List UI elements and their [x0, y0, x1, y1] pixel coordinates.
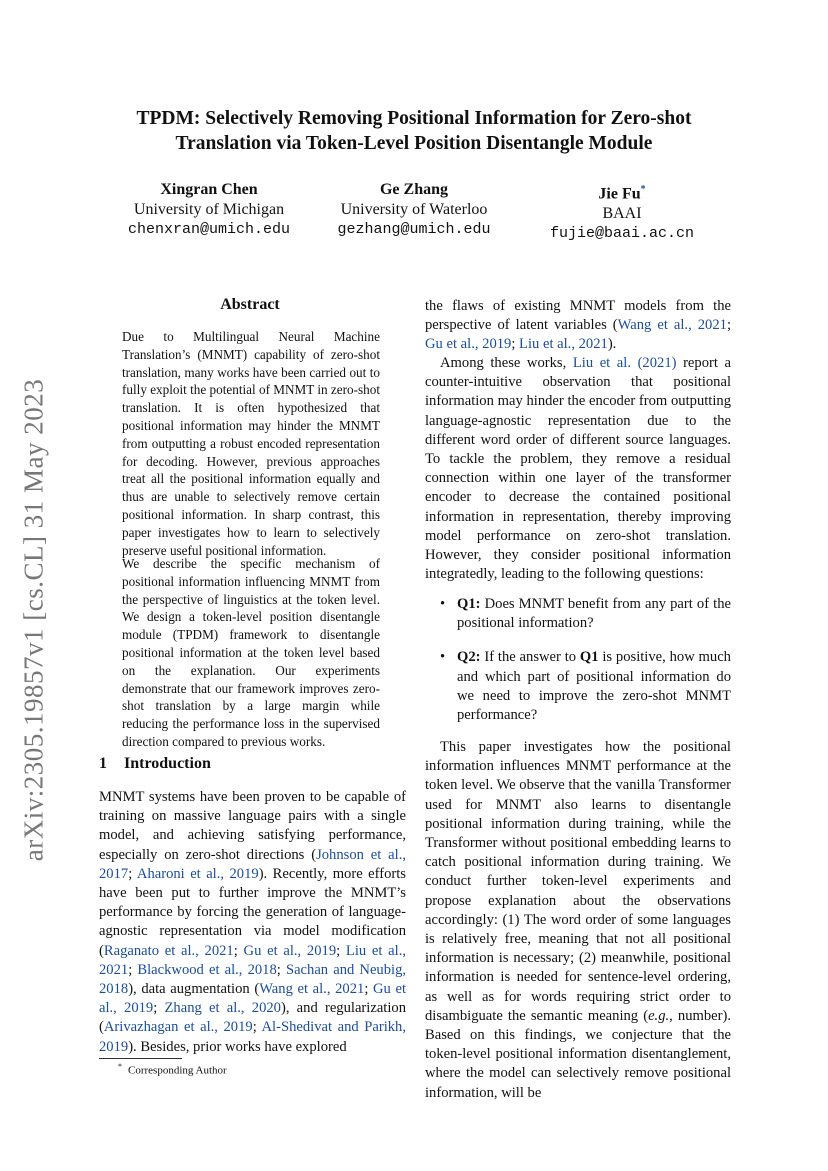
- body-text: , number). Based on this findings, we conjecture that the token-level positional information disentanglement, where the model can selectively remove positional information, will be: [425, 1007, 732, 1101]
- abstract-text: We describe the specific mechanism of positional information influencing MNMT from the perspective of linguistics at the token level. We design a token-level position disentangle module (TPDM) framework to disentangle positional information at the token level based on the explanation. Our experiments demonstrate that our framework improves zero-shot translation by a large margin while reducing the performance loss in the supervised direction compared to previous works.: [122, 556, 380, 749]
- body-text: ;: [511, 336, 520, 353]
- title-line-1: TPDM: Selectively Removing Positional Information for Zero-shot: [136, 108, 692, 129]
- citation-link[interactable]: Raganato et al., 2021: [103, 942, 234, 959]
- body-text: ;: [726, 317, 731, 334]
- question-reference: Q1: [579, 649, 599, 666]
- body-text: ). Recently, more efforts have been put to further improve the MNMT’s performance by forcing the generation of language-agnostic representation via model modification (: [99, 865, 406, 959]
- arxiv-identifier: arXiv:2305.19857v1 [cs.CL] 31 May 2023: [18, 378, 49, 862]
- question-text: If the answer to: [480, 649, 580, 666]
- citation-link[interactable]: Wang et al., 2021: [617, 317, 727, 334]
- title-line-2: Translation via Token-Level Position Disentangle Module: [175, 133, 653, 154]
- question-text: is positive, how much and which part of positional information do we need to improve the zero-shot MNMT performance?: [457, 649, 731, 724]
- author-block-2: [322, 180, 506, 240]
- citation-link[interactable]: Gu et al., 2019: [99, 981, 406, 1017]
- body-text: ).: [607, 336, 617, 353]
- body-text: ;: [276, 961, 286, 978]
- body-text: MNMT systems have been proven to be capable of training on massive language pairs with a single model, and achieving satisfying performance, especially on zero-shot directions (: [99, 789, 406, 863]
- abstract-text: Due to Multilingual Neural Machine Translation’s (MNMT) capability of zero-shot translation, many works have been carried out to fully exploit the potential of MNMT in zero-shot translation. It is often hypothesized that positional information may hinder the MNMT from outputting a robust encoded representation for decoding. However, previous approaches treat all the positional information equally and thus are unable to selectively remove certain positional information. In sharp contrast, this paper investigates how to learn to selectively preserve useful positional information.: [122, 329, 380, 558]
- citation-link[interactable]: Gu et al., 2019: [243, 942, 337, 959]
- footnote: [118, 1062, 227, 1077]
- citation-link[interactable]: Sachan and Neubig, 2018: [99, 961, 407, 998]
- body-text: ), and regularization (: [99, 1000, 407, 1036]
- citation-link[interactable]: Gu et al., 2019: [425, 336, 512, 353]
- author-email[interactable]: gezhang@umich.edu: [337, 221, 491, 238]
- footnote-divider: [99, 1058, 182, 1059]
- body-text: ;: [128, 961, 138, 978]
- citation-link[interactable]: Liu et al., 2021: [99, 942, 407, 978]
- section-number: 1: [99, 755, 107, 772]
- section-title: Introduction: [124, 755, 211, 772]
- right-paragraph-2: [425, 354, 731, 584]
- question-list: [425, 595, 731, 725]
- question-label: Q2:: [457, 649, 481, 666]
- author-affiliation: University of Waterloo: [340, 201, 488, 218]
- author-name: Jie Fu: [598, 185, 641, 203]
- question-label: Q1:: [457, 596, 481, 612]
- author-name: Xingran Chen: [160, 181, 258, 198]
- body-text: ;: [336, 942, 346, 959]
- citation-link[interactable]: Liu et al. (2021): [572, 355, 677, 371]
- body-text: ;: [233, 942, 244, 959]
- footnote-mark: *: [118, 1062, 122, 1071]
- author-name: Ge Zhang: [379, 181, 448, 198]
- author-email[interactable]: chenxran@umich.edu: [127, 221, 291, 238]
- right-paragraph-3: [425, 738, 731, 1103]
- question-text: Does MNMT benefit from any part of the positional information?: [457, 596, 731, 632]
- body-text: report a counter-intuitive observation that positional information may hinder the encoder from outputting language-agnostic representation due to the different word order of different source languages. To tackle the problem, they remove a residual connection within one layer of the transformer encoder to decrease the contained positional information in representation, thereby improving model performance on zero-shot translation. However, they consider positional information integratedly, leading to the following questions:: [425, 355, 731, 583]
- citation-link[interactable]: Al-Shedivat and Parikh, 2019: [99, 1019, 406, 1055]
- bullet-dot: •: [440, 596, 446, 612]
- body-text: This paper investigates how the positional information influences MNMT performance at the token level. We observe that the vanilla Transformer used for MNMT also learns to disentangle positional information during training, while the Transformer without positional embedding learns to catch positional information during training. We conduct further token-level experiments and propose explanation about the observations accordingly: (1) The word order of some languages is relatively free, meaning that not all positional information is necessary; (2) meanwhile, positional information is needed for sentence-level ordering, as well as for words requiring strict order to disambiguate the semantic meaning (: [425, 739, 731, 1024]
- abstract-heading: Abstract: [220, 296, 280, 313]
- citation-link[interactable]: Liu et al., 2021: [519, 336, 608, 353]
- arxiv-sidebar: [14, 360, 54, 880]
- abstract-paragraph-2: [122, 555, 380, 751]
- body-text: ). Besides, prior works have explored: [128, 1038, 347, 1055]
- author-name-line: [532, 180, 712, 204]
- footnote-text: Corresponding Author: [128, 1064, 227, 1077]
- body-text: Among these works,: [440, 355, 573, 371]
- right-paragraph-1: [425, 297, 731, 355]
- author-block-3: [532, 180, 712, 244]
- body-text: ;: [364, 981, 373, 998]
- author-affiliation: BAAI: [602, 205, 642, 223]
- list-item: [425, 648, 731, 725]
- citation-link[interactable]: Blackwood et al., 2018: [137, 961, 277, 978]
- section-heading: [99, 755, 211, 773]
- abstract-paragraph-1: [122, 328, 380, 559]
- paper-title: [100, 106, 728, 156]
- citation-link[interactable]: Zhang et al., 2020: [164, 1000, 281, 1017]
- citation-link[interactable]: Aharoni et al., 2019: [136, 865, 259, 882]
- body-text: ;: [153, 1000, 165, 1017]
- list-item: [425, 595, 731, 633]
- citation-link[interactable]: Wang et al., 2021: [259, 981, 365, 998]
- body-text: ;: [252, 1019, 262, 1036]
- body-text: ;: [128, 865, 137, 882]
- citation-link[interactable]: Arivazhagan et al., 2019: [103, 1019, 253, 1036]
- body-text: ), data augmentation (: [128, 981, 260, 998]
- introduction-paragraph: [99, 788, 406, 1057]
- author-block-1: [120, 180, 298, 240]
- citation-link[interactable]: Johnson et al., 2017: [99, 846, 406, 882]
- body-text: the flaws of existing MNMT models from the perspective of latent variables (: [425, 298, 731, 334]
- author-email[interactable]: fujie@baai.ac.cn: [549, 225, 695, 243]
- bullet-dot: •: [440, 649, 446, 666]
- emphasis-text: e.g.: [648, 1007, 670, 1024]
- author-affiliation: University of Michigan: [133, 201, 285, 218]
- corresponding-author-mark[interactable]: *: [640, 184, 646, 195]
